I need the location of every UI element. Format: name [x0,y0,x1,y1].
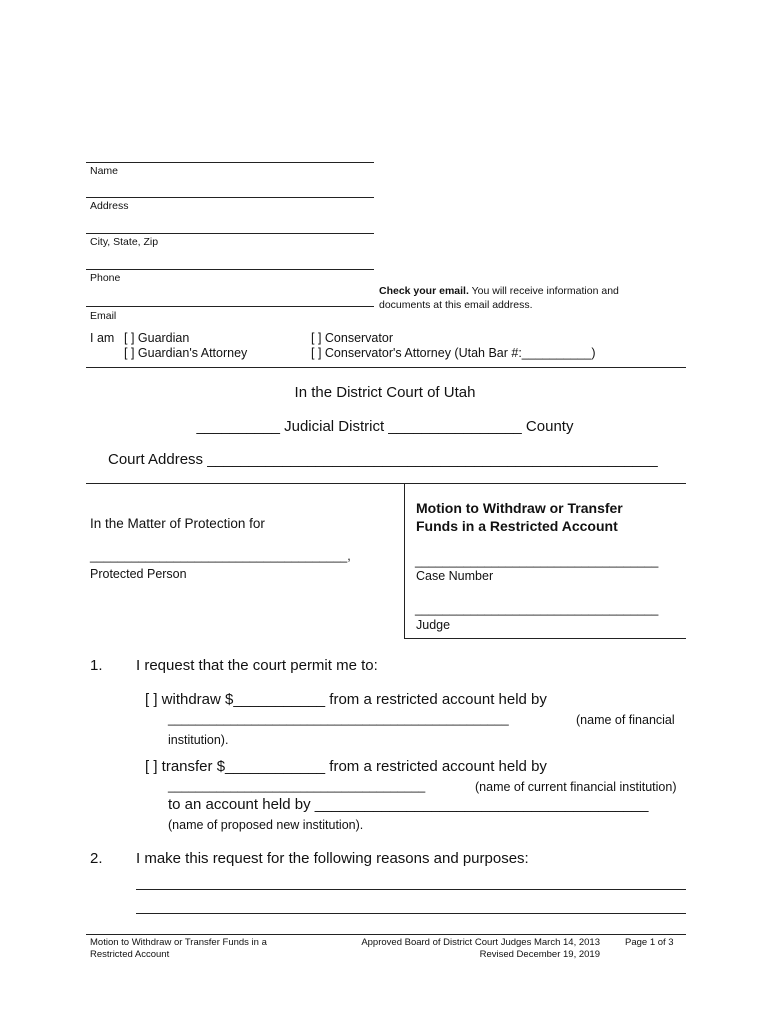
court-address-line[interactable]: Court Address ______________________________________________________ [108,451,658,468]
reason-line-2[interactable] [136,913,686,914]
item1-text: I request that the court permit me to: [136,657,378,674]
protected-person-label: Protected Person [90,567,187,581]
judicial-district-line[interactable]: __________ Judicial District ________________ County [196,418,574,435]
phone-label: Phone [90,272,121,284]
city-state-zip-line[interactable] [86,233,374,234]
footer-left [90,937,267,961]
footer-center-1: Approved Board of District Court Judges March 14, 2013 [361,937,600,948]
footer-left-1: Motion to Withdraw or Transfer Funds in a [90,937,267,948]
motion-title-1: Motion to Withdraw or Transfer [416,500,623,516]
proposed-institution-note: (name of proposed new institution). [168,818,364,832]
footer-left-2: Restricted Account [90,949,170,960]
footer-divider [86,934,686,935]
caption-top-line [86,483,686,484]
judge-field[interactable]: ___________________________________ [415,602,659,616]
item1-number: 1. [90,657,103,674]
footer-center-2: Revised December 19, 2019 [479,949,600,960]
current-institution-note: (name of current financial institution) [475,780,677,794]
reason-line-1[interactable] [136,889,686,890]
city-state-zip-label: City, State, Zip [90,236,159,248]
transfer-option[interactable]: [ ] transfer $____________ from a restricted account held by [145,758,547,775]
email-note-line2: documents at this email address. [379,299,533,311]
email-label: Email [90,310,117,322]
judge-label: Judge [416,618,451,632]
court-title: In the District Court of Utah [294,384,476,401]
caption-bottom-line [404,638,686,639]
to-account-line[interactable]: to an account held by ________________________________________ [168,796,649,813]
email-line[interactable] [86,306,374,307]
email-note-text: You will receive information and [468,285,619,297]
current-institution-field[interactable]: _____________________________________ [168,779,426,793]
protected-person-field[interactable]: _____________________________________, [90,549,351,563]
phone-line[interactable] [86,269,374,270]
withdraw-institution-field[interactable]: _________________________________________________ [168,712,509,726]
withdraw-option[interactable]: [ ] withdraw $___________ from a restricted account held by [145,691,547,708]
guardian-attorney-checkbox[interactable]: [ ] Guardian's Attorney [124,346,248,360]
caption-divider [404,483,405,638]
page-number: Page 1 of 3 [625,937,674,948]
conservator-checkbox[interactable]: [ ] Conservator [311,331,393,345]
footer-center [330,937,600,961]
withdraw-institution-note2: institution). [168,733,229,747]
address-label: Address [90,200,129,212]
header-divider [86,367,686,368]
conservator-attorney-checkbox[interactable]: [ ] Conservator's Attorney (Utah Bar #:__________) [311,346,596,360]
email-note-bold: Check your email. [379,285,469,297]
address-line[interactable] [86,197,374,198]
withdraw-institution-note: (name of financial [576,713,675,727]
motion-title-2: Funds in a Restricted Account [416,518,618,534]
name-label: Name [90,165,119,177]
matter-label: In the Matter of Protection for [90,516,265,531]
role-prefix: I am [90,331,115,345]
item2-number: 2. [90,850,103,867]
name-line[interactable] [86,162,374,163]
case-number-field[interactable]: ___________________________________ [415,554,659,568]
email-note [379,284,669,312]
item2-text: I make this request for the following reasons and purposes: [136,850,529,867]
guardian-checkbox[interactable]: [ ] Guardian [124,331,190,345]
case-number-label: Case Number [416,569,494,583]
